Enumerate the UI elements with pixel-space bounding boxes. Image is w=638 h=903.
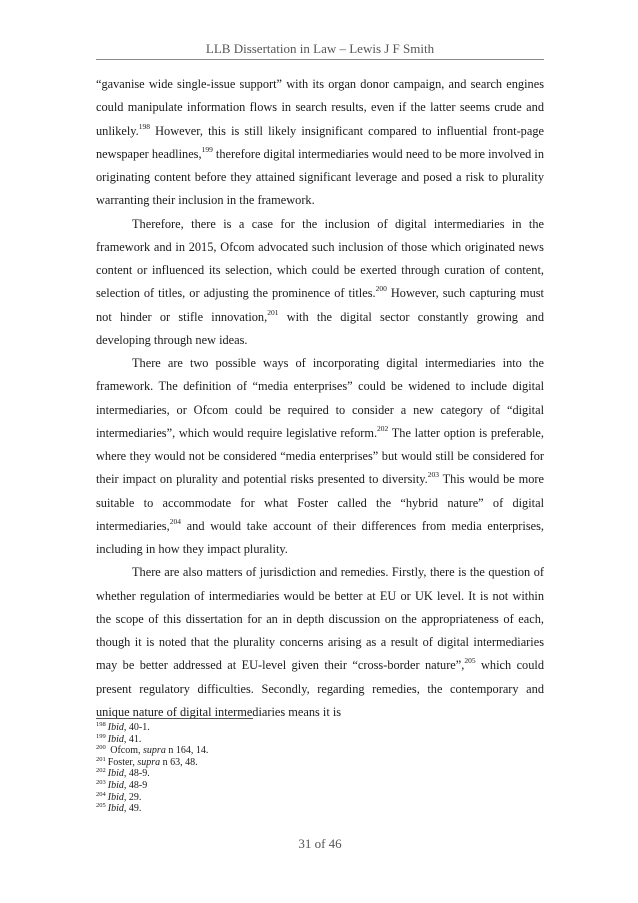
paragraph-text: There are also matters of jurisdiction and remedies. Firstly, there is the question of whether regulation of intermediaries would be better at EU or UK level. It is not within the scope of this dissertation for an in depth discussion on the appropriateness of each, though it is noted that the plurality concerns arising as a result of digital intermediaries may be better addressed at EU-level given their “cross-border nature”,: [96, 565, 544, 673]
footnote-text: supra: [137, 756, 161, 768]
footnote-item: [96, 757, 544, 769]
footnote-item: [96, 792, 544, 804]
footnote-item: [96, 780, 544, 792]
body-paragraph: [96, 73, 544, 213]
footnote-number: 200: [96, 744, 106, 752]
footnote-text: Ibid: [107, 803, 124, 815]
paragraph-text: Therefore, there is a case for the inclusion of digital intermediaries in the framework and in 2015, Ofcom advocated such inclusion of those which originated news content or influenced its selection, which could be exerted through curation of content, selection of titles, or adjusting the prominence of titles.: [96, 216, 544, 301]
paragraph-text: This would be more suitable to accommodate for what Foster called the “hybrid nature” of digital intermediaries,: [96, 472, 544, 533]
paragraph-text: with the digital sector constantly growing and developing through new ideas.: [96, 309, 545, 347]
paragraph-text: However, such capturing must not hinder or stifle innovation,: [96, 286, 544, 324]
footnote-text: , 49.: [123, 803, 142, 815]
footnote-separator: [96, 718, 253, 719]
footnote-ref[interactable]: 200: [375, 284, 387, 294]
footnote-ref[interactable]: 205: [464, 656, 476, 666]
footnote-text: Ibid: [107, 779, 124, 791]
footnote-text: n 164, 14.: [165, 745, 209, 757]
paragraph-text: which could present regulatory difficulties. Secondly, regarding remedies, the contemporary and unique nature of digital intermediaries means it is: [96, 658, 544, 719]
paragraph-text: “gavanise wide single-issue support” with its organ donor campaign, and search engines could manipulate information flows in search results, even if the latter seems crude and unlikely.: [96, 77, 544, 138]
footnote-text: Ibid: [107, 733, 124, 745]
running-header: LLB Dissertation in Law – Lewis J F Smith: [205, 41, 435, 56]
footnote-number: 203: [96, 778, 106, 786]
footnote-ref[interactable]: 204: [169, 516, 181, 526]
footnote-text: Foster,: [107, 756, 138, 768]
footnote-item: [96, 734, 544, 746]
footnote-ref[interactable]: 199: [201, 144, 213, 154]
footnote-text: Ofcom,: [107, 745, 144, 757]
footnote-number: 204: [96, 790, 106, 798]
footnote-text: supra: [143, 745, 166, 757]
footnote-number: 199: [96, 732, 106, 740]
body-paragraph: [96, 213, 544, 353]
footnote-item: [96, 745, 544, 757]
footnote-text: , 41.: [123, 733, 142, 745]
footnote-text: Ibid: [107, 791, 124, 803]
footnotes: [96, 722, 544, 815]
footnote-item: [96, 768, 544, 780]
footnote-text: Ibid: [107, 768, 124, 780]
body-paragraph: [96, 561, 544, 724]
footnote-number: 202: [96, 767, 106, 775]
body-text: [96, 73, 544, 724]
footnote-text: , 48-9: [123, 779, 148, 791]
footnote-text: , 29.: [123, 791, 142, 803]
footnote-ref[interactable]: 198: [138, 121, 150, 131]
footnote-text: , 40-1.: [123, 722, 150, 733]
page-number: 31 of 46: [298, 836, 342, 851]
footnote-text: n 63, 48.: [160, 756, 198, 768]
footnote-number: 205: [96, 802, 106, 810]
paragraph-text: There are two possible ways of incorporating digital intermediaries into the framework. The definition of “media enterprises” could be widened to include digital intermediaries, or Ofcom could be required to consider a new category of “digital intermediaries”, which would require legislative reform.: [96, 356, 544, 440]
paragraph-text: therefore digital intermediaries would need to be more involved in originating content before they attained significant leverage and posed a risk to plurality warranting their inclusion in the framework.: [96, 146, 544, 208]
header-rule: [96, 59, 544, 60]
body-paragraph: [96, 352, 544, 561]
footnote-ref[interactable]: 202: [377, 423, 389, 433]
footnote-item: [96, 722, 544, 734]
paragraph-text: and would take account of their differences from media enterprises, including in how they impact plurality.: [96, 518, 544, 556]
footnote-ref[interactable]: 203: [427, 470, 439, 480]
paragraph-text: However, this is still likely insignificant compared to influential front-page newspaper headlines,: [96, 123, 544, 161]
footnote-item: [96, 803, 544, 815]
footnote-number: 198: [96, 721, 106, 728]
footnote-number: 201: [96, 755, 106, 763]
footnote-text: Ibid: [107, 722, 124, 733]
paragraph-text: The latter option is preferable, where they would not be considered “media enterprises” but would still be considered for their impact on plurality and potential risks presented to diversity.: [96, 425, 544, 487]
footnote-text: , 48-9.: [123, 768, 150, 780]
footnote-ref[interactable]: 201: [267, 307, 279, 317]
